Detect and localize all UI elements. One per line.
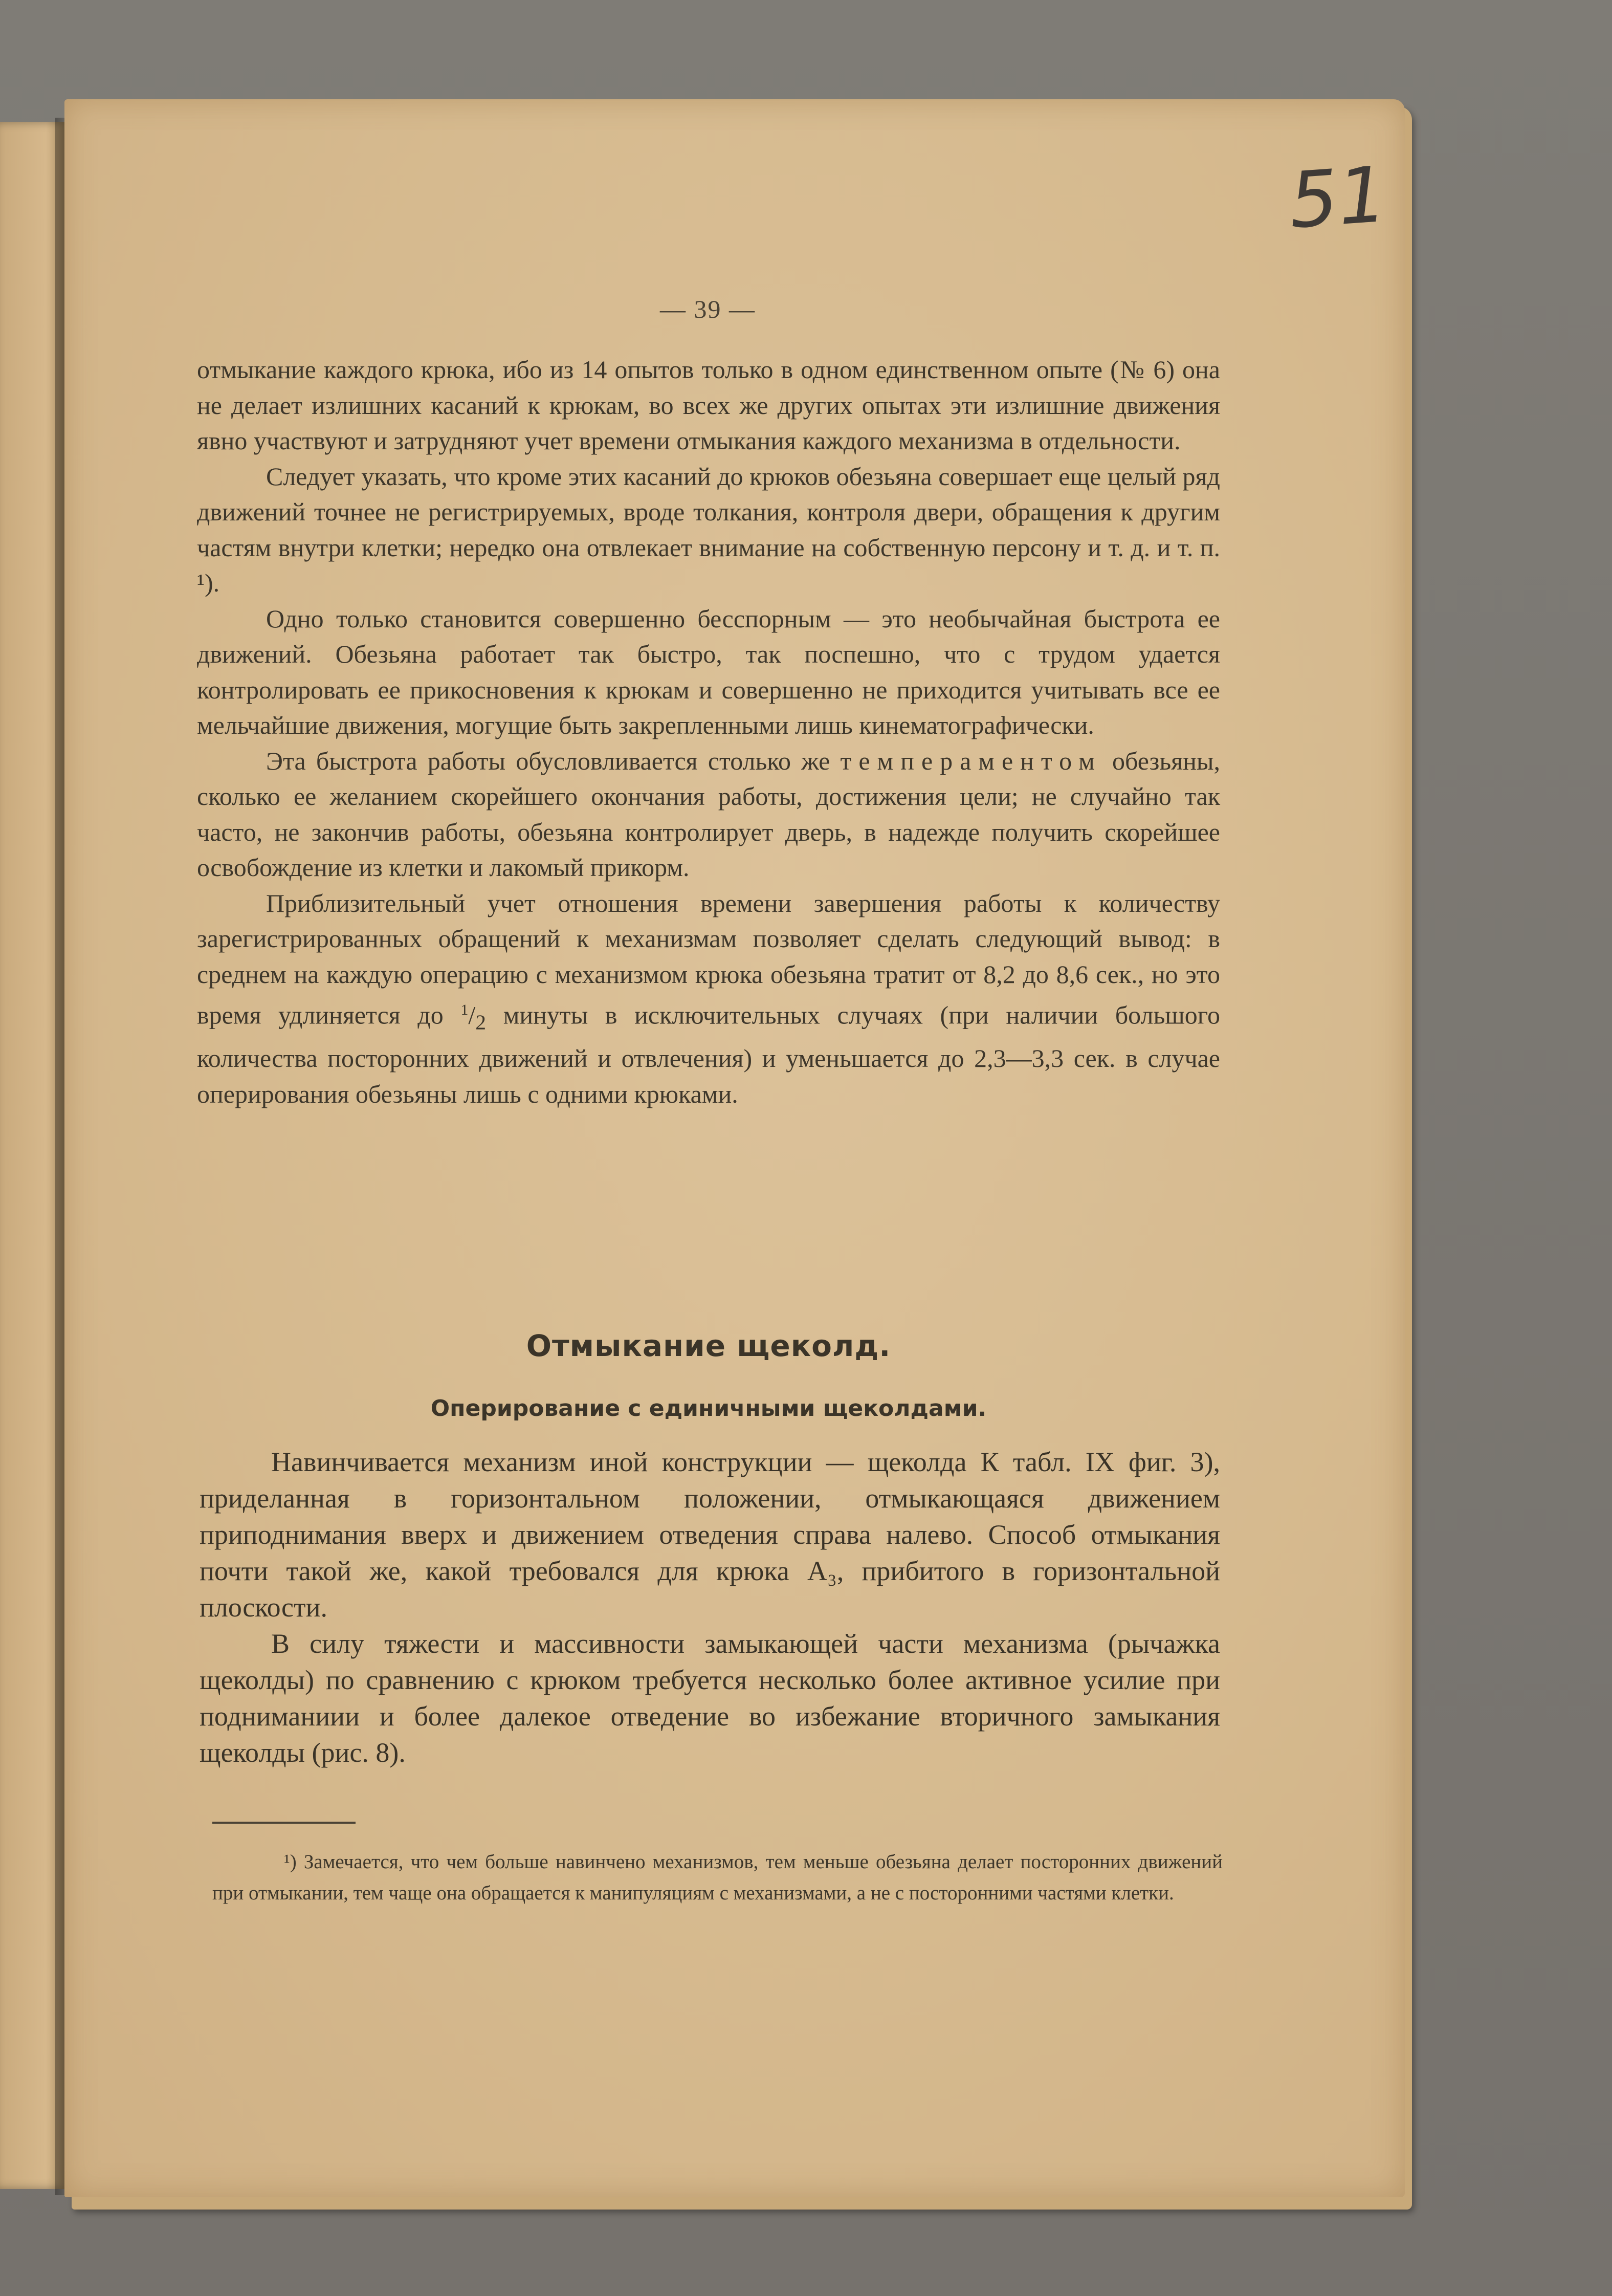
subsection-title: Оперирование с единичными щеколдами. [430,1395,987,1422]
paragraph-5: Приблизительный учет отношения времени завершения работы к количеству зарегистрированных обращений к механизмам позволяет сделать следующий вывод: в среднем на каждую операцию с механизмом крюка обезьяна тратит от 8,2 до 8,6 сек., но это время удлиняется до $^1/_2$ минуты в исключительных случаях (при наличии большого количества посторонних движений и отвлечения) и уменьшается до 2,3—3,3 сек. в случае оперирования обезьяны лишь с одними крюками. [197,888,1221,1108]
paragraph-5-rest: минуты в исключительных случаях (при наличии большого количества посторонних движений и отвлечения) и уменьшается до 2,3—3,3 сек. в случае оперирования обезьяны лишь с одними крюками. [197,1000,1221,1108]
section-text-block [200,1444,1220,1771]
section-title: Отмыкание щеколд. [526,1328,891,1363]
footnote-divider [212,1822,356,1824]
fraction-denominator: 2 [475,1011,487,1035]
fraction-numerator: 1 [460,1001,469,1018]
spaced-emphasis-word: темпераментом [840,746,1102,775]
paragraph-4-rest: обезьяны, сколько ее желанием скорейшего окончания работы, достижения цели; не случайно так часто, не закончив работы, обезьяна контролирует дверь, в надежде получить скорейшее освобождение из клетки и лакомый прикорм. [197,746,1220,882]
paragraph-1: отмыкание каждого крюка, ибо из 14 опытов только в одном единственном опыте (№ 6) она не делает излишних касаний к крюкам, во всех же других опытах эти излишние движения явно участвуют и затрудняют учет времени отмыкания каждого механизма в отдельности. [197,355,1220,455]
section-paragraph-2: В силу тяжести и массивности замыкающей части механизма (рычажка щеколды) по сравнению с крюком требуется несколько более активное усилие при подниманиии и более далекое отведение во избежание вторичного замыкания щеколды (рис. 8). [200,1628,1220,1768]
paragraph-4 [197,744,1220,886]
paragraph-3: Одно только становится совершенно бесспорным — это необычайная быстрота ее движений. Обезьяна работает так быстро, так поспешно, что с трудом удается контролировать ее прикосновения к крюкам и совершенно не приходится учитывать все ее мельчайшие движения, могущие быть закрепленными лишь кинематографически. [197,604,1220,739]
paragraph-4-lead: Эта быстрота работы обусловливается столько же [266,746,830,775]
page-number: — 39 — [660,295,756,323]
section-paragraph-1: Навинчивается механизм иной конструкции — щеколда К табл. IX фиг. 3), приделанная в горизонтальном положении, отмыкающаяся движением приподнимания вверх и движением отведения справа налево. Способ отмыкания почти такой же, какой требовался для крюка А₃, прибитого в горизонтальной плоскости. [200,1447,1220,1623]
footnote-text: ¹) Замечается, что чем больше навинчено механизмов, тем меньше обезьяна делает посторонних движений при отмыкании, тем чаще она обращается к манипуляциям с механизмами, а не с посторонними частями клетки. [212,1851,1223,1904]
handwritten-page-mark: 51 [1286,150,1390,246]
paragraph-5-lead: Приблизительный учет отношения времени завершения работы к количеству зарегистрированных обращений к механизмам позволяет сделать следующий вывод: в среднем на каждую операцию с механизмом крюка обезьяна тратит от 8,2 до 8,6 сек., но это время удлиняется до [197,888,1220,1030]
main-text-block [197,352,1220,1112]
footnote-block [212,1846,1223,1909]
paragraph-2: Следует указать, что кроме этих касаний до крюков обезьяна совершает еще целый ряд движений точнее не регистрируемых, вроде толкания, контроля двери, обращения к другим частям внутри клетки; нередко она отвлекает внимание на собственную персону и т. д. и т. п. ¹). [197,462,1220,597]
